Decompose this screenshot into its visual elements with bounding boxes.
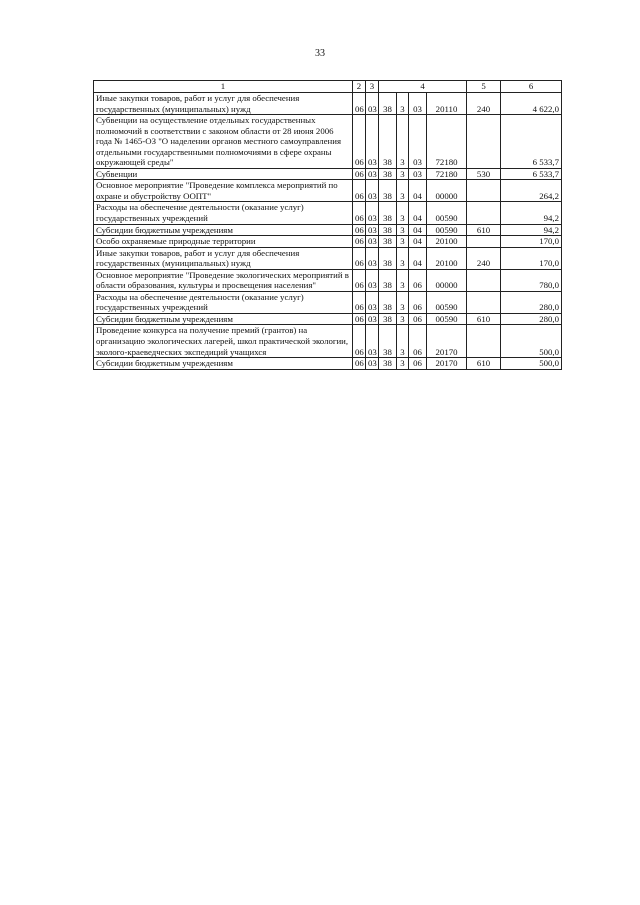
row-code-expense-type: 610	[467, 358, 501, 370]
row-code-subsection: 03	[366, 236, 379, 248]
row-code-expense-type: 240	[467, 247, 501, 269]
header-cell: 5	[467, 81, 501, 93]
row-code-activity: 04	[409, 247, 427, 269]
row-code-section: 06	[353, 291, 366, 313]
row-code-subsection: 03	[366, 325, 379, 358]
row-code-direction: 00590	[427, 224, 467, 236]
row-amount: 280,0	[501, 291, 562, 313]
row-amount: 94,2	[501, 224, 562, 236]
page-number: 33	[315, 48, 325, 59]
table-row	[94, 291, 562, 313]
row-amount: 6 533,7	[501, 115, 562, 169]
row-code-subprogram: 3	[397, 236, 409, 248]
header-cell: 6	[501, 81, 562, 93]
row-code-section: 06	[353, 313, 366, 325]
row-code-program: 38	[379, 168, 397, 180]
row-code-subprogram: 3	[397, 325, 409, 358]
row-description: Субвенции на осуществление отдельных государственных полномочий в соответствии с законом области от 28 июня 2006 года № 1465-ОЗ "О наделении органов местного самоуправления отдельными государственными полномочиями в сфере охраны окружающей среды"	[94, 115, 353, 169]
row-code-program: 38	[379, 313, 397, 325]
row-code-activity: 04	[409, 236, 427, 248]
row-description: Субсидии бюджетным учреждениям	[94, 358, 353, 370]
table-row	[94, 224, 562, 236]
row-description: Иные закупки товаров, работ и услуг для обеспечения государственных (муниципальных) нужд	[94, 93, 353, 115]
row-code-expense-type	[467, 115, 501, 169]
row-code-subprogram: 3	[397, 358, 409, 370]
row-amount: 500,0	[501, 358, 562, 370]
row-amount: 170,0	[501, 247, 562, 269]
row-code-program: 38	[379, 236, 397, 248]
header-cell: 4	[379, 81, 467, 93]
budget-table	[93, 80, 562, 370]
row-code-direction: 72180	[427, 115, 467, 169]
row-description: Субвенции	[94, 168, 353, 180]
row-code-direction: 00000	[427, 269, 467, 291]
row-code-direction: 20100	[427, 247, 467, 269]
row-code-direction: 00590	[427, 202, 467, 224]
row-code-subprogram: 3	[397, 269, 409, 291]
row-code-expense-type	[467, 236, 501, 248]
table-row	[94, 180, 562, 202]
row-code-section: 06	[353, 358, 366, 370]
row-code-subsection: 03	[366, 269, 379, 291]
row-amount: 94,2	[501, 202, 562, 224]
row-code-subsection: 03	[366, 313, 379, 325]
row-code-direction: 00590	[427, 313, 467, 325]
row-code-subprogram: 3	[397, 93, 409, 115]
row-code-section: 06	[353, 93, 366, 115]
row-amount: 780,0	[501, 269, 562, 291]
row-code-subprogram: 3	[397, 247, 409, 269]
row-amount: 280,0	[501, 313, 562, 325]
table-row	[94, 236, 562, 248]
row-code-subprogram: 3	[397, 180, 409, 202]
row-code-direction: 20170	[427, 325, 467, 358]
row-code-section: 06	[353, 168, 366, 180]
row-code-activity: 03	[409, 93, 427, 115]
row-code-activity: 04	[409, 180, 427, 202]
row-code-expense-type	[467, 325, 501, 358]
row-code-program: 38	[379, 358, 397, 370]
row-code-activity: 04	[409, 202, 427, 224]
header-cell: 2	[353, 81, 366, 93]
row-amount: 6 533,7	[501, 168, 562, 180]
table-row	[94, 168, 562, 180]
row-code-expense-type: 530	[467, 168, 501, 180]
row-code-program: 38	[379, 291, 397, 313]
row-description: Особо охраняемые природные территории	[94, 236, 353, 248]
row-code-section: 06	[353, 202, 366, 224]
row-code-program: 38	[379, 269, 397, 291]
row-code-program: 38	[379, 224, 397, 236]
row-code-direction: 72180	[427, 168, 467, 180]
row-code-section: 06	[353, 247, 366, 269]
row-code-expense-type	[467, 180, 501, 202]
row-code-program: 38	[379, 202, 397, 224]
row-code-section: 06	[353, 269, 366, 291]
row-code-subsection: 03	[366, 358, 379, 370]
table-row	[94, 93, 562, 115]
row-code-activity: 06	[409, 291, 427, 313]
row-code-expense-type	[467, 269, 501, 291]
header-cell: 3	[366, 81, 379, 93]
row-description: Расходы на обеспечение деятельности (оказание услуг) государственных учреждений	[94, 291, 353, 313]
row-code-direction: 00590	[427, 291, 467, 313]
row-code-program: 38	[379, 325, 397, 358]
row-code-expense-type: 610	[467, 313, 501, 325]
table-row	[94, 313, 562, 325]
row-description: Субсидии бюджетным учреждениям	[94, 224, 353, 236]
row-description: Основное мероприятие "Проведение комплекса мероприятий по охране и обустройству ООПТ"	[94, 180, 353, 202]
row-code-activity: 06	[409, 269, 427, 291]
table-row	[94, 247, 562, 269]
row-code-activity: 06	[409, 325, 427, 358]
row-code-expense-type	[467, 202, 501, 224]
row-code-direction: 20170	[427, 358, 467, 370]
row-code-subprogram: 3	[397, 313, 409, 325]
row-code-activity: 03	[409, 168, 427, 180]
row-code-subsection: 03	[366, 168, 379, 180]
header-row	[94, 81, 562, 93]
row-code-section: 06	[353, 224, 366, 236]
row-amount: 170,0	[501, 236, 562, 248]
table-row	[94, 202, 562, 224]
row-code-subsection: 03	[366, 247, 379, 269]
row-amount: 500,0	[501, 325, 562, 358]
row-description: Иные закупки товаров, работ и услуг для обеспечения государственных (муниципальных) нужд	[94, 247, 353, 269]
row-code-subsection: 03	[366, 291, 379, 313]
row-code-subsection: 03	[366, 202, 379, 224]
row-code-program: 38	[379, 247, 397, 269]
row-description: Субсидии бюджетным учреждениям	[94, 313, 353, 325]
row-code-section: 06	[353, 180, 366, 202]
row-code-subprogram: 3	[397, 168, 409, 180]
row-code-expense-type: 240	[467, 93, 501, 115]
row-code-subsection: 03	[366, 115, 379, 169]
row-code-program: 38	[379, 180, 397, 202]
row-code-activity: 06	[409, 358, 427, 370]
row-description: Проведение конкурса на получение премий (грантов) на организацию экологических лагерей, школ практической экологии, эколого-краеведческих экспедиций учащихся	[94, 325, 353, 358]
row-code-subsection: 03	[366, 224, 379, 236]
row-code-activity: 06	[409, 313, 427, 325]
row-code-activity: 04	[409, 224, 427, 236]
table-row	[94, 269, 562, 291]
table-row	[94, 325, 562, 358]
row-description: Расходы на обеспечение деятельности (оказание услуг) государственных учреждений	[94, 202, 353, 224]
row-code-direction: 00000	[427, 180, 467, 202]
row-code-section: 06	[353, 325, 366, 358]
row-code-subprogram: 3	[397, 202, 409, 224]
header-cell: 1	[94, 81, 353, 93]
row-amount: 264,2	[501, 180, 562, 202]
row-code-activity: 03	[409, 115, 427, 169]
row-amount: 4 622,0	[501, 93, 562, 115]
row-code-expense-type	[467, 291, 501, 313]
row-code-section: 06	[353, 236, 366, 248]
row-description: Основное мероприятие "Проведение экологических мероприятий в области образования, культуры и просвещения населения"	[94, 269, 353, 291]
table-row	[94, 358, 562, 370]
row-code-expense-type: 610	[467, 224, 501, 236]
row-code-program: 38	[379, 93, 397, 115]
row-code-subsection: 03	[366, 180, 379, 202]
row-code-program: 38	[379, 115, 397, 169]
row-code-subprogram: 3	[397, 115, 409, 169]
row-code-subprogram: 3	[397, 291, 409, 313]
table-row	[94, 115, 562, 169]
row-code-subprogram: 3	[397, 224, 409, 236]
row-code-direction: 20110	[427, 93, 467, 115]
row-code-direction: 20100	[427, 236, 467, 248]
row-code-subsection: 03	[366, 93, 379, 115]
row-code-section: 06	[353, 115, 366, 169]
